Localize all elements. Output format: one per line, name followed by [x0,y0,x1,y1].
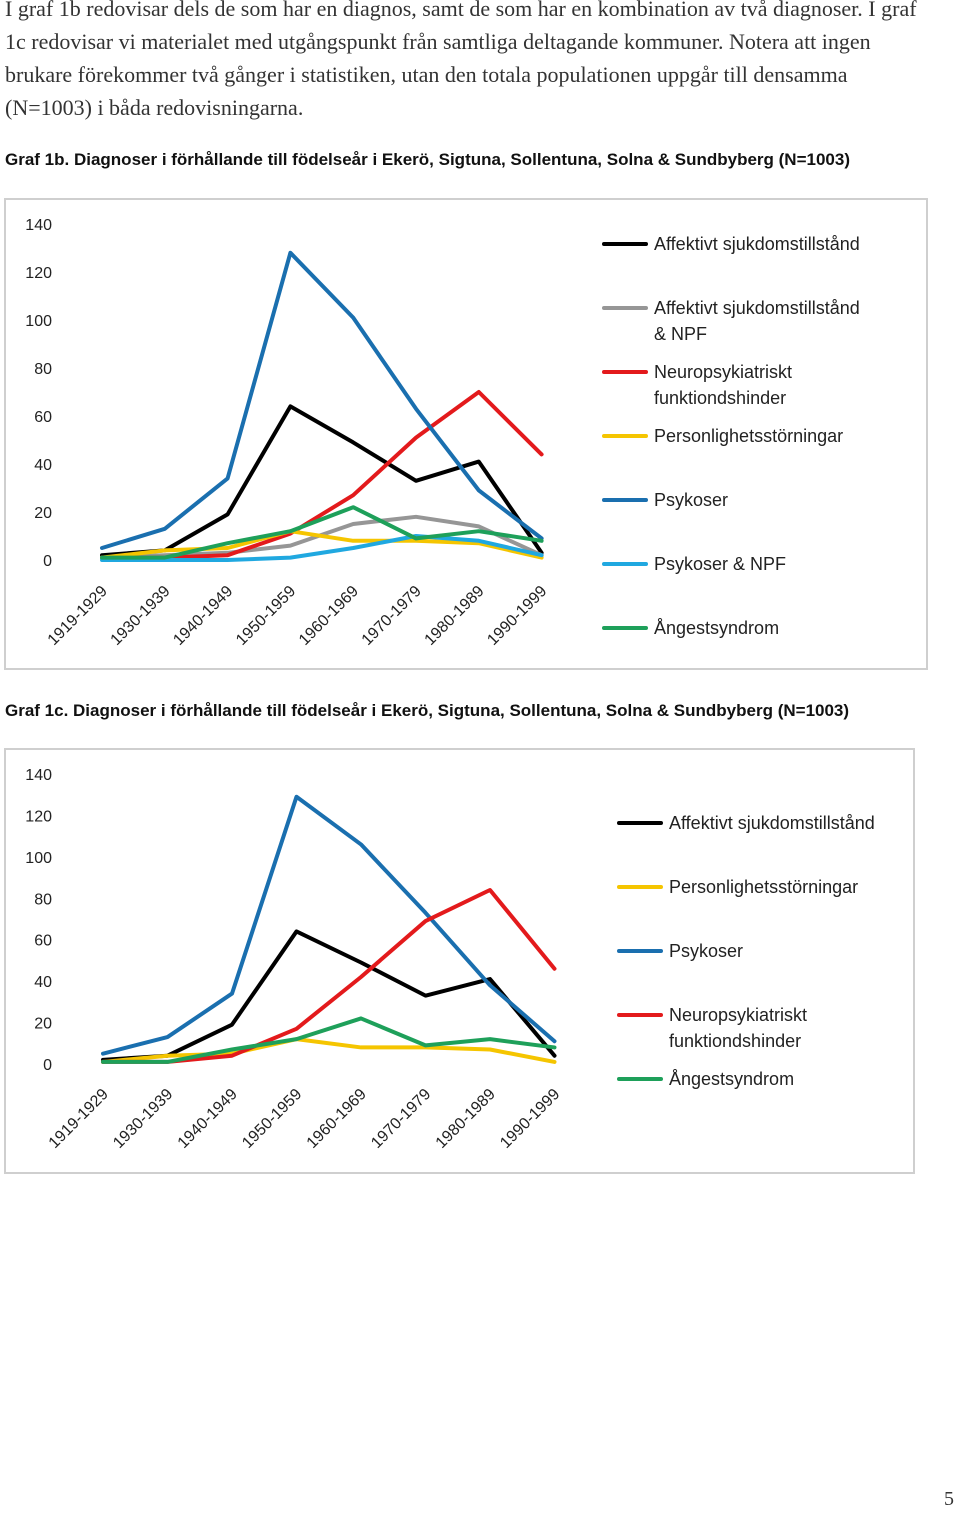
legend-label: Neuropsykiatriskt [669,1005,808,1025]
legend-label: & NPF [654,324,708,344]
y-tick-label: 120 [25,265,52,282]
legend-label: funktiondshinder [654,388,787,408]
legend-label: Psykoser [669,941,744,961]
series-line [102,253,542,548]
y-tick-label: 40 [34,457,52,474]
intro-paragraph: I graf 1b redovisar dels de som har en diagnos, samt de som har en kombination av två diagnoser. I graf 1c redovisar vi materialet med utgångspunkt från samtliga deltagande kommuner. Notera att ingen brukare förekommer två gånger i statistiken, utan den totala populationen uppgår till densamma (N=1003) i båda redovisningarna. [5,0,917,120]
y-tick-label: 140 [25,767,52,784]
chart-frame [4,198,928,670]
legend-label: Psykoser & NPF [654,554,787,574]
y-tick-label: 100 [25,849,52,867]
x-tick-label: 1930-1939 [110,1085,177,1152]
legend-label: Affektivt sjukdomstillstånd [669,813,875,833]
x-tick-label: 1940-1949 [170,582,237,649]
series-line [103,1039,555,1062]
x-tick-label: 1930-1939 [107,582,174,649]
legend-label: funktiondshinder [669,1031,802,1051]
y-tick-label: 60 [34,932,52,950]
y-tick-label: 0 [43,1057,52,1074]
y-tick-label: 20 [34,505,52,522]
y-tick-label: 60 [34,409,52,426]
chart-title: Graf 1b. Diagnoser i förhållande till födelseår i Ekerö, Sigtuna, Sollentuna, Solna & Sundbyberg (N=1003) [5,150,850,169]
line-chart [6,750,913,1172]
y-tick-label: 80 [34,891,52,909]
y-tick-label: 140 [25,217,52,234]
legend-label: Affektivt sjukdomstillstånd [654,234,860,254]
chart-title: Graf 1c. Diagnoser i förhållande till födelseår i Ekerö, Sigtuna, Sollentuna, Solna & Sundbyberg (N=1003) [5,701,850,720]
y-tick-label: 80 [34,361,52,378]
x-tick-label: 1919-1929 [45,1085,112,1152]
legend-label: Psykoser [654,490,729,510]
page-number: 5 [944,1488,954,1510]
x-tick-label: 1960-1969 [303,1085,370,1152]
legend-label: Personlighetsstörningar [654,426,844,446]
x-tick-label: 1950-1959 [233,582,300,649]
legend-label: Affektivt sjukdomstillstånd [654,298,860,318]
x-tick-label: 1990-1999 [497,1085,564,1152]
y-tick-label: 0 [43,553,52,570]
x-tick-label: 1940-1949 [174,1085,241,1152]
line-chart [6,200,926,668]
chart-frame [4,748,915,1174]
legend-label: Personlighetsstörningar [669,877,859,897]
x-tick-label: 1970-1979 [368,1085,435,1152]
y-tick-label: 40 [34,974,52,992]
x-tick-label: 1960-1969 [295,582,363,649]
y-tick-label: 20 [34,1015,52,1033]
x-tick-label: 1950-1959 [239,1085,306,1152]
y-tick-label: 100 [25,313,52,330]
x-tick-label: 1990-1999 [484,582,551,649]
series-line [103,797,555,1054]
x-tick-label: 1919-1929 [44,582,111,649]
legend-label: Neuropsykiatriskt [654,362,793,382]
x-tick-label: 1980-1989 [432,1085,499,1152]
x-tick-label: 1970-1979 [358,582,425,649]
x-tick-label: 1980-1989 [421,582,488,649]
y-tick-label: 120 [25,808,52,826]
legend-label: Ångestsyndrom [669,1069,795,1089]
legend-label: Ångestsyndrom [654,618,780,638]
